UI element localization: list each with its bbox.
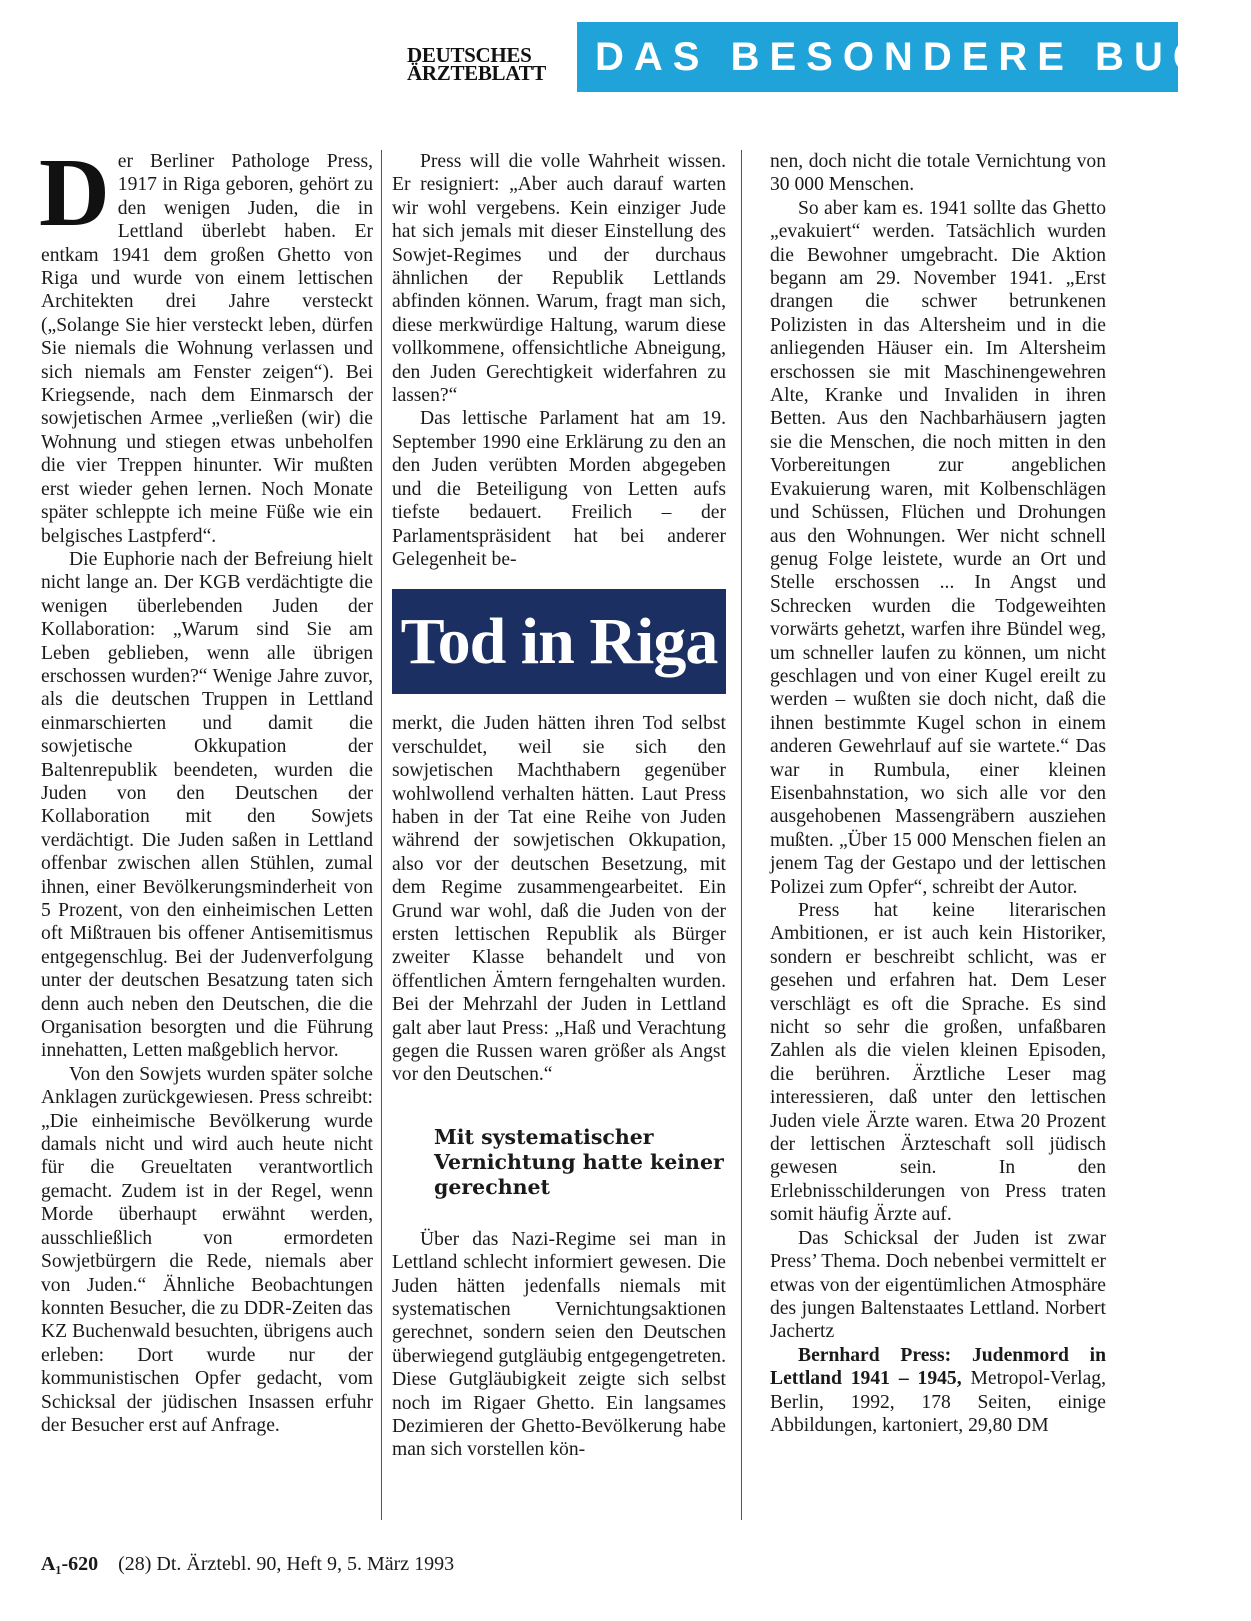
paragraph: Von den Sowjets wurden später solche Anklagen zurückgewiesen. Press schreibt: „Die einheimische Bevölkerung wurde damals nicht und wird auch heute nicht für die Greueltaten verantwortlich gemacht. Zudem ist in der Regel, wenn Morde überhaupt erwähnt werden, ausschließlich von ermordeten Sowjetbürgern die Rede, niemals aber von Juden.“ Ähnliche Beobachtungen konnten Besucher, die zu DDR-Zeiten das KZ Buchenwald besuchten, übrigens auch erleben: Dort wurde nur der kommunistischen Opfer gedacht, vom Schicksal der jüdischen Insassen erfuhr der Besucher erst auf Anfrage.: [41, 1063, 373, 1436]
article-title: Tod in Riga: [392, 589, 726, 694]
paragraph: Die Euphorie nach der Befreiung hielt nicht lange an. Der KGB verdächtigte die wenigen überlebenden Juden der Kollaboration: „Warum sind Sie am Leben geblieben, wenn alle übrigen erschossen wurden?“ Wenige Jahre zuvor, als die deutschen Truppen in Lettland einmarschierten und damit die sowjetische Okkupation der Baltenrepublik beendeten, wurden die Juden von den Deutschen der Kollaboration mit den Sowjets verdächtigt. Die Juden saßen in Lettland offenbar zwischen allen Stühlen, zumal ihnen, einer Bevölkerungsminderheit von 5 Prozent, von den einheimischen Letten oft Mißtrauen bis offener Antisemitismus entgegenschlug. Bei der Judenverfolgung unter der deutschen Besatzung taten sich denn auch neben den Deutschen, die die Organisation besorgten und die Führung innehatten, Letten maßgeblich hervor.: [41, 548, 373, 1062]
book-title: Bernhard Press: Judenmord in Lettland 1941 – 1945,: [770, 1344, 1106, 1390]
paragraph: Das lettische Parlament hat am 19. September 1990 eine Erklärung zu den an den Juden verübten Morden abgegeben und die Beteiligung von Letten aufs tiefste bedauert. Freilich – der Parlamentspräsident hat bei anderer Gelegenheit be-: [392, 408, 726, 570]
citation: (28) Dt. Ärztebl. 90, Heft 9, 5. März 1993: [118, 1553, 455, 1575]
drop-cap: D: [39, 139, 110, 247]
book-details: Metropol-Verlag, Berlin, 1992, 178 Seiten, einige Abbildungen, kartoniert, 29,80 DM: [770, 1368, 1106, 1436]
article-column-2: [392, 150, 726, 1462]
paragraph: merkt, die Juden hätten ihren Tod selbst verschuldet, weil sie sich den sowjetischen Machthabern gegenüber wohlwollend verhalten hätten. Laut Press haben in der Tat eine Reihe von Juden während der sowjetischen Okkupation, also vor der deutschen Besetzung, mit dem Regime zusammengearbeitet. Ein Grund war wohl, daß die Juden von der ersten lettischen Republik als Bürger zweiter Klasse behandelt und von öffentlichen Ämtern ferngehalten wurden. Bei der Mehrzahl der Juden in Lettland galt aber laut Press: „Haß und Verachtung gegen die Russen waren größer als Angst vor den Deutschen.“: [392, 713, 726, 1086]
paragraph: Über das Nazi-Regime sei man in Lettland schlecht informiert gewesen. Die Juden hätten jedenfalls niemals mit systematischen Vernichtungsaktionen gerechnet, sondern seien den Deutschen überwiegend gutgläubig entgegengetreten. Diese Gutgläubigkeit zeigte sich selbst noch im Rigaer Ghetto. Ein langsames Dezimieren der Ghetto-Bevölkerung habe man sich vorstellen kön-: [392, 1228, 726, 1461]
masthead: [407, 22, 1251, 92]
section-banner: DAS BESONDERE BUCH: [577, 22, 1178, 92]
brand-line-2: ÄRZTEBLATT: [407, 61, 546, 85]
paragraph: Das Schicksal der Juden ist zwar Press’ Thema. Doch nebenbei vermittelt er etwas von der eigentümlichen Atmosphäre des jungen Baltenstaates Lettland. Norbert Jachertz: [770, 1227, 1106, 1343]
paragraph: So aber kam es. 1941 sollte das Ghetto „evakuiert“ werden. Tatsächlich wurden die Bewohner umgebracht. Die Aktion begann am 29. November 1941. „Erst drangen die schwer betrunkenen Polizisten in das Altersheim und in die anliegenden Häuser ein. Im Altersheim erschossen sie mit Maschinengewehren Alte, Kranke und Invaliden in ihren Betten. Aus den Nachbarhäusern jagten sie die Menschen, die noch mitten in den Vorbereitungen zur angeblichen Evakuierung waren, mit Kolbenschlägen und Schüssen, Flüchen und Drohungen aus den Wohnungen. Wer nicht schnell genug Folge leistete, wurde an Ort und Stelle erschossen ... In Angst und Schrecken wurden die Todgeweihten vorwärts gehetzt, warfen ihre Bündel weg, um schneller laufen zu können, um nicht geschlagen und von einer Kugel ereilt zu werden – wußten sie doch nicht, daß die ihnen bestimmte Kugel schon in einem anderen Gewehrlauf auf sie wartete.“ Das war in Rumbula, einer kleinen Eisenbahnstation, wo sich alle vor den ausgehobenen Massengräbern ausziehen mußten. „Über 15 000 Menschen fielen an jenem Tag der Gestapo und der lettischen Polizei zum Opfer“, schreibt der Autor.: [770, 197, 1106, 898]
book-reference: [770, 1344, 1106, 1438]
journal-brand: [407, 43, 567, 85]
paragraph: Press hat keine literarischen Ambitionen, er ist auch kein Historiker, sondern er beschreibt schlicht, was er gesehen und erfahren hat. Dem Leser verschlägt es oft die Sprache. Es sind nicht so sehr die großen, unfaßbaren Zahlen als die vielen kleinen Episoden, die berühren. Ärztliche Leser mag interessieren, daß unter den lettischen Juden viele Ärzte waren. Etwa 20 Prozent der lettischen Ärzteschaft soll jüdisch gewesen sein. In den Erlebnisschilderungen von Press traten somit häufig Ärzte auf.: [770, 900, 1106, 1226]
brand-line-1: DEUTSCHES: [407, 43, 532, 67]
subheading: Mit systematischer Vernichtung hatte keiner gerechnet: [434, 1124, 724, 1199]
paragraph: Press will die volle Wahrheit wissen. Er resigniert: „Aber auch darauf warten wir wohl vergebens. Kein einziger Jude hat sich jemals mit dieser Einstellung des Sowjet-Regimes und der durchaus ähnlichen der Republik Lettlands abfinden können. Warum, fragt man sich, diese merkwürdige Haltung, warum diese vollkommene, offensichtliche Abneigung, den Juden Gerechtigkeit widerfahren zu lassen?“: [392, 151, 726, 407]
column-divider: [741, 150, 742, 1520]
column-divider: [381, 150, 382, 1520]
paragraph: Der Berliner Pathologe Press, 1917 in Riga geboren, gehört zu den wenigen Juden, die in Lettland überlebt haben. Er entkam 1941 dem großen Ghetto von Riga und wurde von einem lettischen Architekten drei Jahre versteckt („Solange Sie hier versteckt leben, dürfen Sie niemals die Wohnung verlassen und sich niemals am Fenster zeigen“). Bei Kriegsende, nach dem Einmarsch der sowjetischen Armee „verließen (wir) die Wohnung und stiegen etwas unbeholfen die vier Treppen hinunter. Wir mußten erst wieder gehen lernen. Noch Monate später schleppte ich meine Füße wie ein belgisches Lastpferd“.: [39, 139, 373, 547]
page-footer: [41, 1553, 454, 1576]
paragraph: nen, doch nicht die totale Vernichtung von 30 000 Menschen.: [770, 151, 1106, 196]
page-number: A₁-620: [41, 1553, 99, 1575]
article-column-3: [770, 150, 1106, 1437]
article-column-1: [39, 139, 373, 1437]
